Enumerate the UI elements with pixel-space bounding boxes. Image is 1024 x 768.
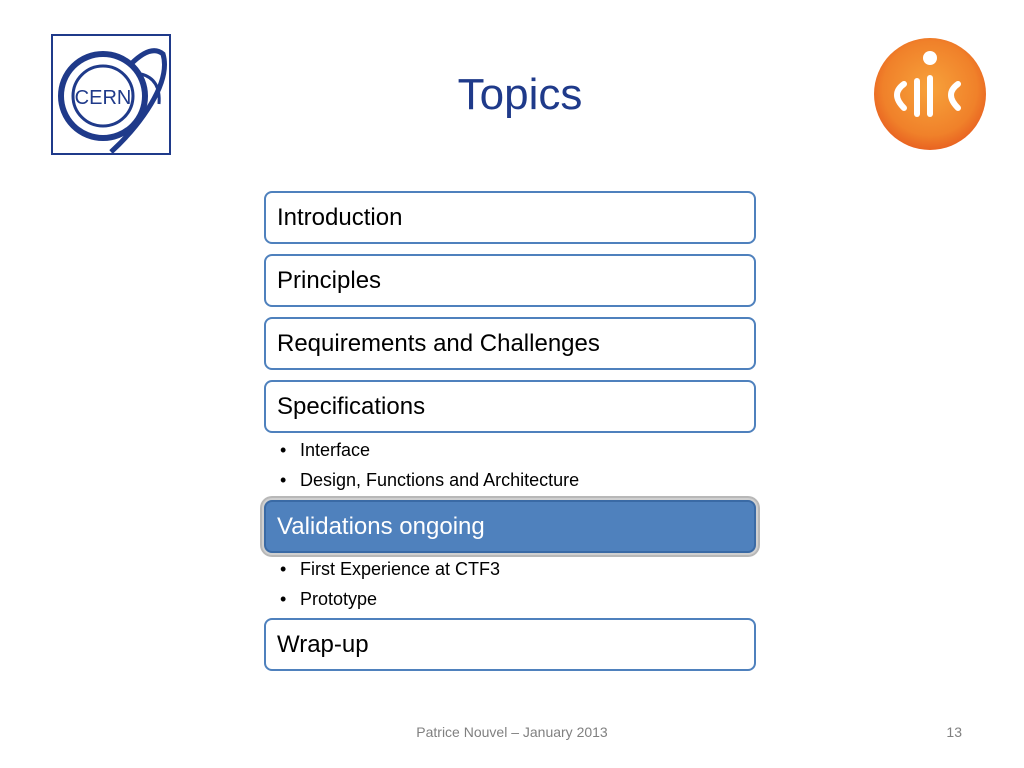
topic-validations-ongoing[interactable] (264, 500, 756, 553)
clic-logo (872, 36, 988, 152)
subtopic-item (280, 559, 500, 580)
subtopic-label: First Experience at CTF3 (300, 559, 501, 579)
topic-label: Wrap-up (277, 630, 369, 658)
bullet-icon: • (280, 589, 287, 609)
bullet-icon: • (280, 470, 287, 490)
topic-wrap-up[interactable] (264, 618, 756, 671)
bullet-icon: • (280, 559, 287, 579)
page-number: 13 (946, 724, 962, 740)
topic-label: Principles (277, 266, 382, 294)
subtopic-label: Interface (300, 440, 371, 460)
svg-text:CERN: CERN (74, 87, 132, 109)
topic-label: Specifications (277, 392, 426, 420)
topic-principles[interactable] (264, 254, 756, 307)
topic-label: Introduction (277, 203, 403, 231)
subtopic-item (280, 470, 579, 491)
footer-text: Patrice Nouvel – January 2013 (416, 724, 608, 740)
slide-title: Topics (457, 70, 583, 119)
subtopic-item (280, 589, 377, 610)
topic-label: Validations ongoing (277, 512, 485, 540)
subtopic-label: Prototype (300, 589, 378, 609)
topic-specifications[interactable] (264, 380, 756, 433)
subtopic-item (280, 440, 370, 461)
topic-label: Requirements and Challenges (277, 329, 600, 357)
topic-requirements-and-challenges[interactable] (264, 317, 756, 370)
subtopic-label: Design, Functions and Architecture (300, 470, 580, 490)
topic-introduction[interactable] (264, 191, 756, 244)
bullet-icon: • (280, 440, 287, 460)
